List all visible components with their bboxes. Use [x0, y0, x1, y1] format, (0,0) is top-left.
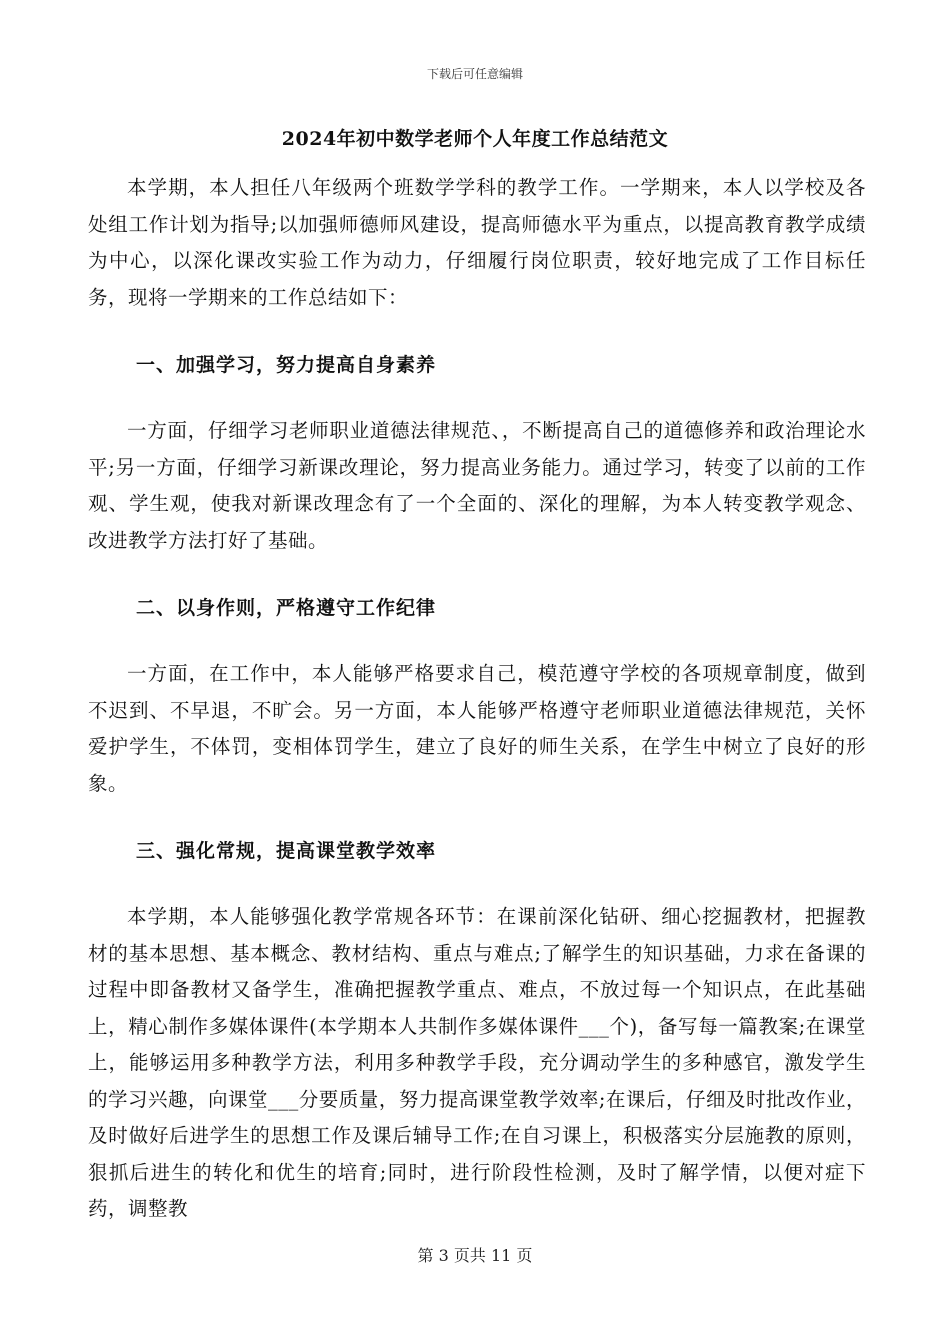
section-paragraph-1: 一方面，仔细学习老师职业道德法律规范、，不断提高自己的道德修养和政治理论水平;另一方面，仔细学习新课改理论，努力提高业务能力。通过学习，转变了以前的工作观、学生观，使我对新课改理念有了一个全面的、深化的理解，为本人转变教学观念、改进教学方法打好了基础。 [88, 419, 866, 552]
document-title: 2024年初中数学老师个人年度工作总结范文 [281, 128, 669, 150]
intro-paragraph: 本学期，本人担任八年级两个班数学学科的教学工作。一学期来，本人以学校及各处组工作计划为指导;以加强师德师风建设，提高师德水平为重点，以提高教育教学成绩为中心，以深化课改实验工作为动力，仔细履行岗位职责，较好地完成了工作目标任务，现将一学期来的工作总结如下： [88, 176, 866, 309]
document-body [88, 170, 866, 1228]
section-paragraph-2: 一方面，在工作中，本人能够严格要求自己，模范遵守学校的各项规章制度，做到不迟到、不早退，不旷会。另一方面，本人能够严格遵守老师职业道德法律规范，关怀爱护学生，不体罚，变相体罚学生，建立了良好的师生关系，在学生中树立了良好的形象。 [88, 662, 866, 795]
section-heading-1: 一、加强学习，努力提高自身素养 [136, 354, 437, 376]
section-heading-3: 三、强化常规，提高课堂教学效率 [136, 840, 437, 862]
page-number: 第 3 页共 11 页 [417, 1246, 533, 1265]
section-heading-2: 二、以身作则，严格遵守工作纪律 [136, 597, 437, 619]
header-note: 下载后可任意编辑 [426, 67, 523, 81]
section-paragraph-3: 本学期，本人能够强化教学常规各环节：在课前深化钻研、细心挖掘教材，把握教材的基本思想、基本概念、教材结构、重点与难点;了解学生的知识基础，力求在备课的过程中即备教材又备学生，准确把握教学重点、难点，不放过每一个知识点，在此基础上，精心制作多媒体课件(本学期本人共制作多媒体课件___个)，备写每一篇教案;在课堂上，能够运用多种教学方法，利用多种教学手段，充分调动学生的多种感官，激发学生的学习兴趣，向课堂___分要质量，努力提高课堂教学效率;在课后，仔细及时批改作业，及时做好后进学生的思想工作及课后辅导工作;在自习课上，积极落实分层施教的原则，狠抓后进生的转化和优生的培育;同时，进行阶段性检测，及时了解学情，以便对症下药，调整教 [88, 905, 866, 1220]
